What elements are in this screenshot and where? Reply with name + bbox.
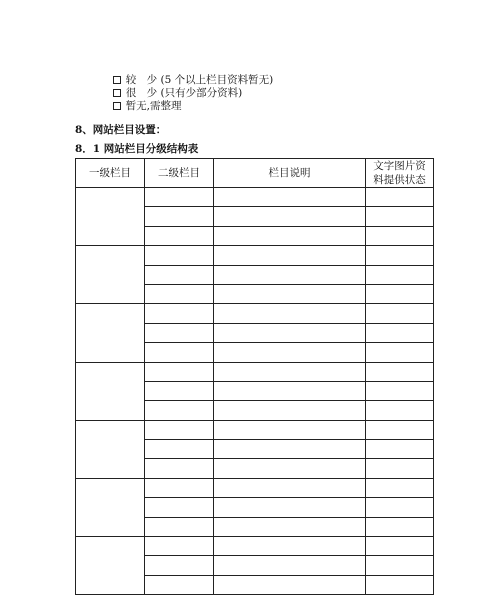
table-header-row (76, 159, 434, 188)
level1-cell[interactable] (76, 420, 145, 478)
status-cell[interactable] (366, 343, 434, 362)
table-row (76, 362, 434, 381)
status-cell[interactable] (366, 459, 434, 478)
level2-cell[interactable] (145, 537, 214, 556)
description-cell[interactable] (214, 420, 366, 439)
level1-cell[interactable] (76, 478, 145, 536)
description-cell[interactable] (214, 459, 366, 478)
table-row (76, 478, 434, 497)
description-cell[interactable] (214, 401, 366, 420)
header-level2: 二级栏目 (145, 159, 214, 188)
description-cell[interactable] (214, 343, 366, 362)
option-label: 暂无,需整理 (125, 100, 182, 112)
level2-cell[interactable] (145, 420, 214, 439)
level2-cell[interactable] (145, 517, 214, 536)
table-row (76, 304, 434, 323)
description-cell[interactable] (214, 537, 366, 556)
level2-cell[interactable] (145, 362, 214, 381)
description-cell[interactable] (214, 304, 366, 323)
table-body (76, 188, 434, 595)
table-row (76, 537, 434, 556)
section-title: 8、网站栏目设置： (75, 124, 167, 136)
level2-cell[interactable] (145, 188, 214, 207)
description-cell[interactable] (214, 226, 366, 245)
level2-cell[interactable] (145, 498, 214, 517)
status-cell[interactable] (366, 323, 434, 342)
header-material-status (366, 159, 434, 188)
level2-cell[interactable] (145, 284, 214, 303)
status-cell[interactable] (366, 265, 434, 284)
checkbox-icon[interactable] (113, 102, 121, 110)
description-cell[interactable] (214, 575, 366, 594)
status-cell[interactable] (366, 188, 434, 207)
status-cell[interactable] (366, 304, 434, 323)
description-cell[interactable] (214, 188, 366, 207)
description-cell[interactable] (214, 323, 366, 342)
level2-cell[interactable] (145, 459, 214, 478)
description-cell[interactable] (214, 207, 366, 226)
description-cell[interactable] (214, 381, 366, 400)
status-cell[interactable] (366, 401, 434, 420)
level2-cell[interactable] (145, 207, 214, 226)
column-structure-table (75, 158, 434, 595)
status-cell[interactable] (366, 381, 434, 400)
description-cell[interactable] (214, 498, 366, 517)
status-cell[interactable] (366, 575, 434, 594)
status-cell[interactable] (366, 517, 434, 536)
level2-cell[interactable] (145, 401, 214, 420)
status-cell[interactable] (366, 440, 434, 459)
level2-cell[interactable] (145, 575, 214, 594)
level2-cell[interactable] (145, 343, 214, 362)
header-level1: 一级栏目 (76, 159, 145, 188)
level1-cell[interactable] (76, 246, 145, 304)
status-cell[interactable] (366, 226, 434, 245)
subsection-title: 8．1 网站栏目分级结构表 (75, 143, 199, 155)
status-cell[interactable] (366, 537, 434, 556)
description-cell[interactable] (214, 284, 366, 303)
description-cell[interactable] (214, 478, 366, 497)
header-status-line1: 文字图片资 (373, 160, 426, 172)
status-cell[interactable] (366, 284, 434, 303)
level2-cell[interactable] (145, 246, 214, 265)
option-label: 较 少 (5 个以上栏目资料暂无) (125, 74, 274, 86)
description-cell[interactable] (214, 246, 366, 265)
level2-cell[interactable] (145, 226, 214, 245)
level1-cell[interactable] (76, 304, 145, 362)
level2-cell[interactable] (145, 478, 214, 497)
status-cell[interactable] (366, 246, 434, 265)
table-row (76, 420, 434, 439)
level2-cell[interactable] (145, 265, 214, 284)
header-status-line2: 料提供状态 (373, 174, 426, 186)
checkbox-option-none[interactable] (106, 87, 182, 113)
level1-cell[interactable] (76, 362, 145, 420)
status-cell[interactable] (366, 420, 434, 439)
description-cell[interactable] (214, 362, 366, 381)
status-cell[interactable] (366, 207, 434, 226)
table-row (76, 188, 434, 207)
description-cell[interactable] (214, 265, 366, 284)
status-cell[interactable] (366, 498, 434, 517)
level2-cell[interactable] (145, 323, 214, 342)
level2-cell[interactable] (145, 304, 214, 323)
status-cell[interactable] (366, 362, 434, 381)
status-cell[interactable] (366, 478, 434, 497)
level2-cell[interactable] (145, 440, 214, 459)
description-cell[interactable] (214, 517, 366, 536)
table-row (76, 246, 434, 265)
level1-cell[interactable] (76, 188, 145, 246)
header-description: 栏目说明 (214, 159, 366, 188)
description-cell[interactable] (214, 440, 366, 459)
level2-cell[interactable] (145, 381, 214, 400)
option-label: 很 少 (只有少部分资料) (125, 87, 243, 99)
